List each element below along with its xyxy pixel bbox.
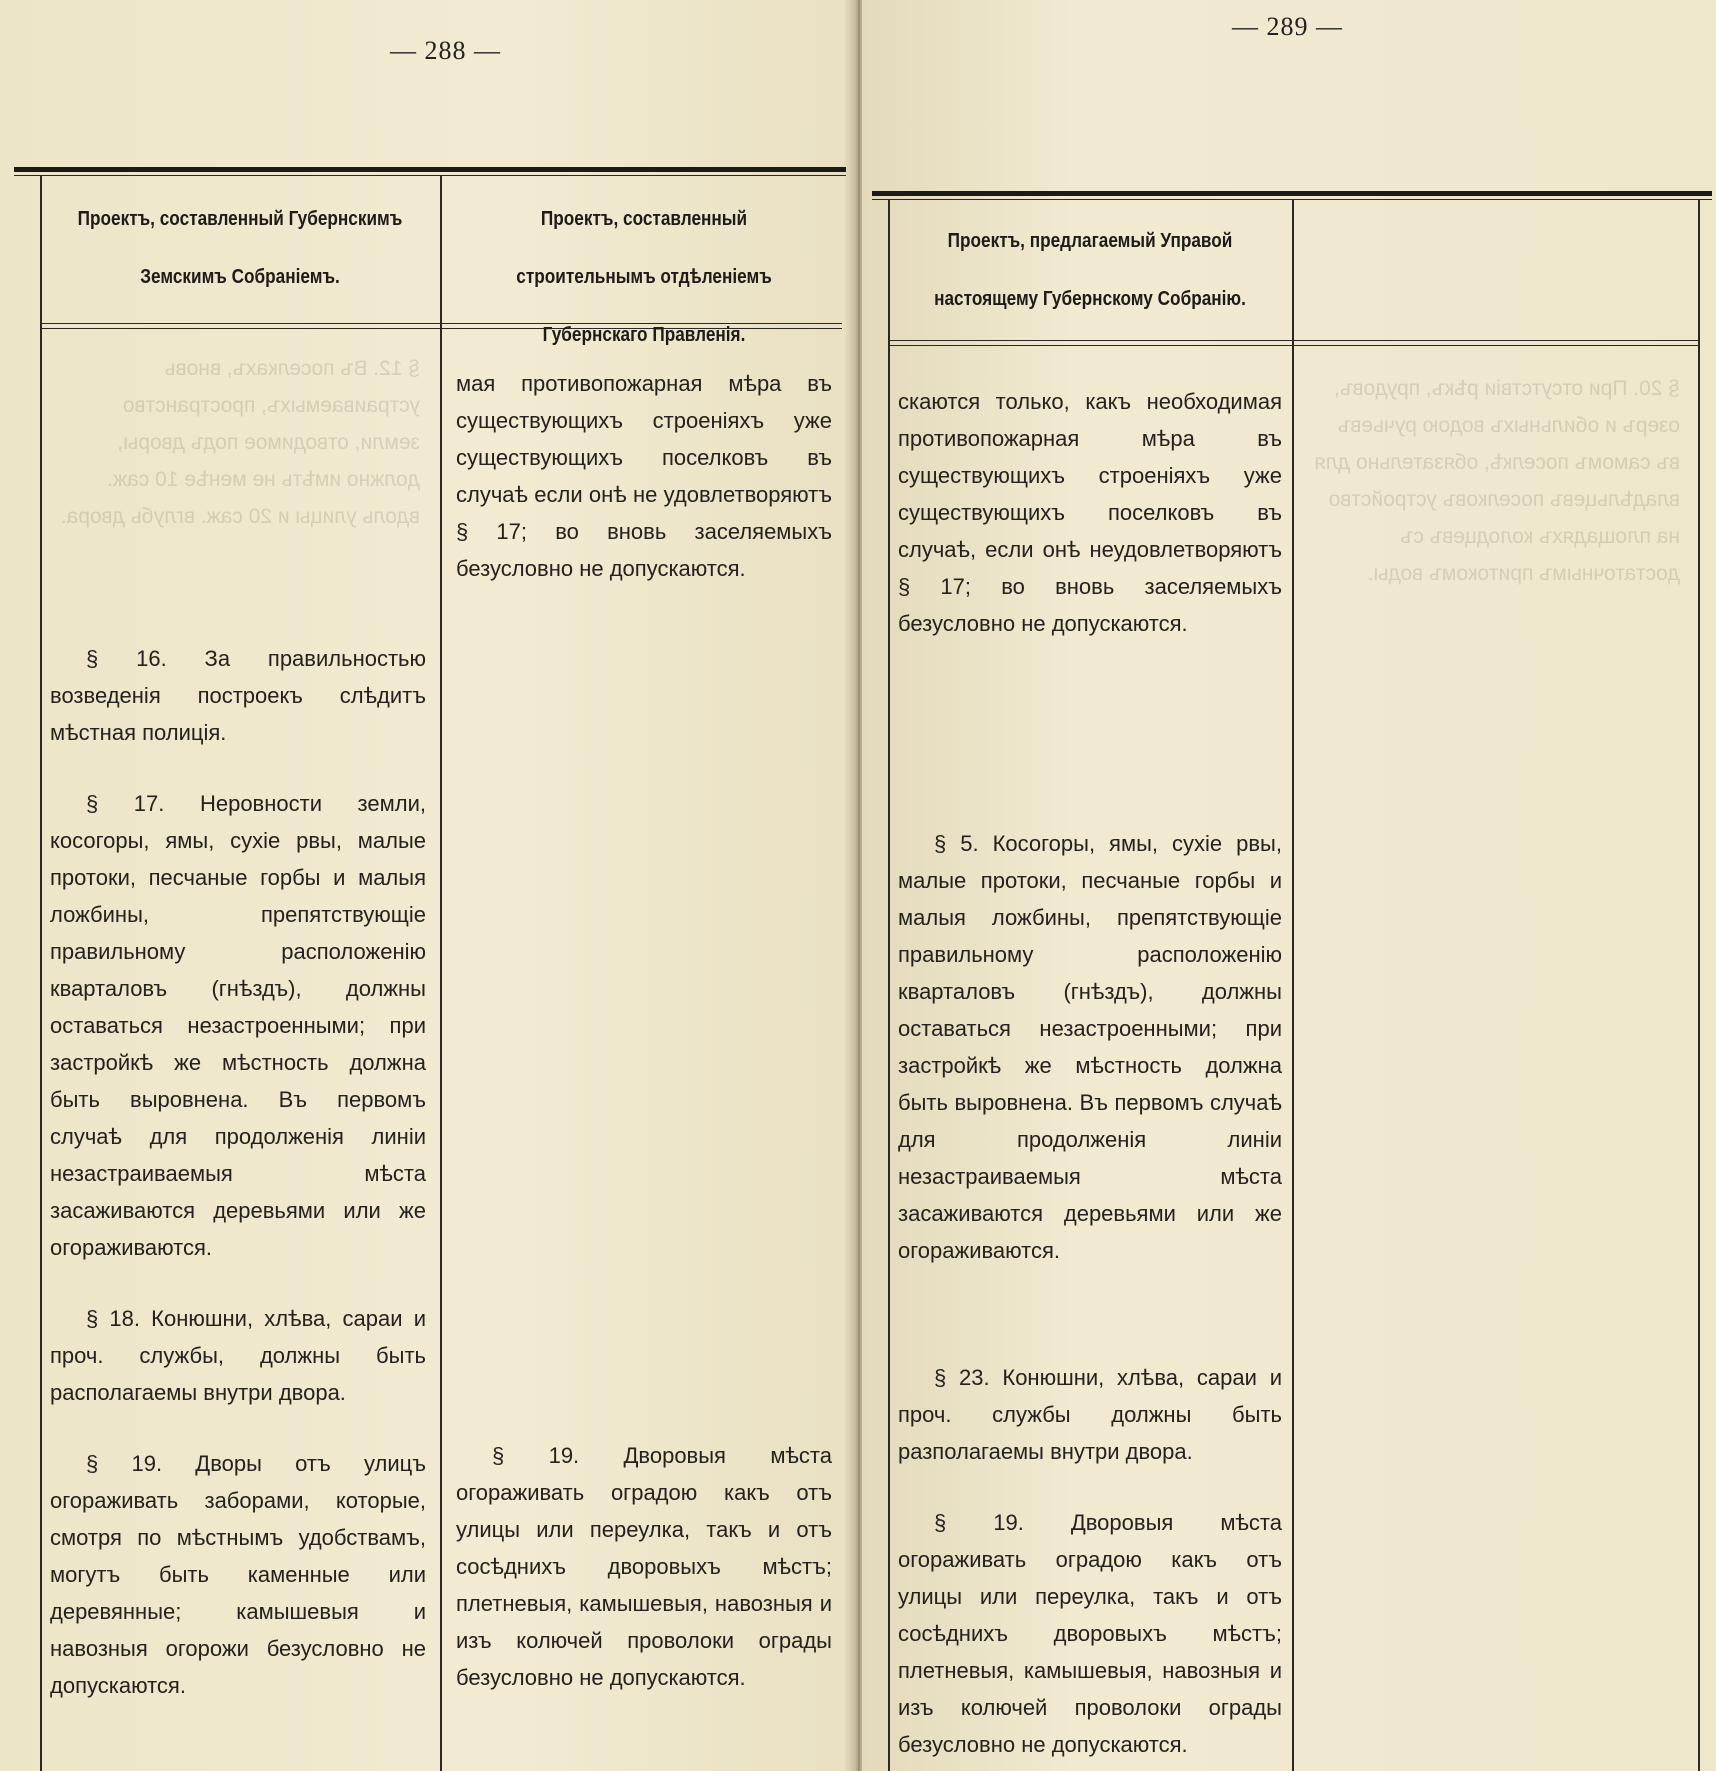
column-header-zemstvo: Проектъ, составленный Губернскимъ Земскимъ Собраніемъ. bbox=[77, 208, 403, 288]
column-body-uprava bbox=[898, 383, 1282, 642]
table-top-thin-rule bbox=[14, 175, 846, 176]
column-divider bbox=[40, 175, 42, 1771]
paragraph: § 5. Косогоры, ямы, сухіе рвы, малые протоки, песчаные горбы и малыя ложбины, препятствующіе правильному расположенію кварталовъ (гнѣздъ), должны оставаться незастроенными; при застройкѣ же мѣстность должна быть выровнена. Въ первомъ случаѣ для продолженія линіи незастраиваемыя мѣста засаживаются деревьями или же огораживаются. bbox=[898, 831, 1282, 1263]
header-bottom-rule-2 bbox=[890, 345, 1700, 346]
table-top-rule bbox=[872, 191, 1712, 196]
column-header-uprava: Проектъ, предлагаемый Управой настоящему Губернскому Собранію. bbox=[934, 230, 1246, 310]
header-bottom-rule bbox=[890, 340, 1700, 341]
right-page bbox=[862, 0, 1716, 1771]
paragraph: § 19. Дворовыя мѣста огораживать оградою какъ отъ улицы или переулка, такъ и отъ сосѣднихъ дворовыхъ мѣстъ; плетневыя, камышевыя, навозныя и изъ колючей проволоки ограды безусловно не допускаются. bbox=[456, 1443, 832, 1690]
paragraph: § 23. Конюшни, хлѣва, сараи и проч. службы должны быть разполагаемы внутри двора. bbox=[898, 1365, 1282, 1464]
column-body-construction bbox=[456, 365, 832, 587]
paragraph: § 19. Дворовыя мѣста огораживать оградою какъ отъ улицы или переулка, такъ и отъ сосѣднихъ дворовыхъ мѣстъ; плетневыя, камышевыя, навозныя и изъ колючей проволоки ограды безусловно не допускаются. bbox=[898, 1510, 1282, 1757]
paragraph: § 16. За правильностью возведенія построекъ слѣдитъ мѣстная полиція. bbox=[50, 646, 426, 745]
column-divider bbox=[1698, 199, 1700, 1771]
paragraph: скаются только, какъ необходимая противопожарная мѣра въ существующихъ строеніяхъ уже существующихъ поселковъ въ случаѣ, если онѣ неудовлетворяютъ § 17; во вновь заселяемыхъ безусловно не допускаются. bbox=[898, 389, 1282, 636]
page-number-left: — 288 — bbox=[390, 36, 501, 65]
column-divider bbox=[1292, 199, 1294, 1771]
column-body-construction-lower bbox=[456, 1437, 832, 1696]
bleed-through-text: § 20. При отсутствіи рѣкъ, прудовъ, озеръ и обильныхъ водою ручьевъ въ самомъ поселкѣ, обязательно для владѣльцевъ поселковъ устройство на площадяхъ колодцевъ съ достаточнымъ притокомъ воды. bbox=[1314, 377, 1680, 585]
column-body-zemstvo bbox=[50, 640, 426, 1704]
left-page bbox=[0, 0, 856, 1771]
column-divider bbox=[888, 199, 890, 1771]
paragraph: § 17. Неровности земли, косогоры, ямы, сухіе рвы, малые протоки, песчаные горбы и малыя ложбины, препятствующіе правильному расположенію кварталовъ (гнѣздъ), должны оставаться незастроенными; при застройкѣ же мѣстность должна быть выровнена. Въ первомъ случаѣ для продолженія линіи незастраиваемыя мѣста засаживаются деревьями или же огораживаются. bbox=[50, 791, 426, 1260]
column-divider bbox=[440, 175, 442, 1771]
paragraph: § 18. Конюшни, хлѣва, сараи и проч. службы, должны быть располагаемы внутри двора. bbox=[50, 1306, 426, 1405]
page-number-right: — 289 — bbox=[1232, 12, 1343, 41]
paragraph: мая противопожарная мѣра въ существующихъ строеніяхъ уже существующихъ поселковъ въ случаѣ если онѣ не удовлетворяютъ § 17; во вновь заселяемыхъ безусловно не допускаются. bbox=[456, 371, 832, 581]
paragraph: § 19. Дворы отъ улицъ огораживать заборами, которые, смотря по мѣстнымъ удобствамъ, могутъ быть каменные или деревянные; камышевыя и навозныя огорожи безусловно не допускаются. bbox=[50, 1451, 426, 1698]
table-top-rule bbox=[14, 167, 846, 172]
bleed-through-text: § 12. Въ поселкахъ, вновь устраиваемыхъ, пространство земли, отводимое подъ дворы, должно имѣть не менѣе 10 саж. вдоль улицы и 20 саж. вглубь двора. bbox=[60, 357, 420, 528]
column-header-construction: Проектъ, составленный строительнымъ отдѣленіемъ Губернскаго Правленія. bbox=[516, 208, 772, 346]
column-body-uprava-lower bbox=[898, 825, 1282, 1763]
